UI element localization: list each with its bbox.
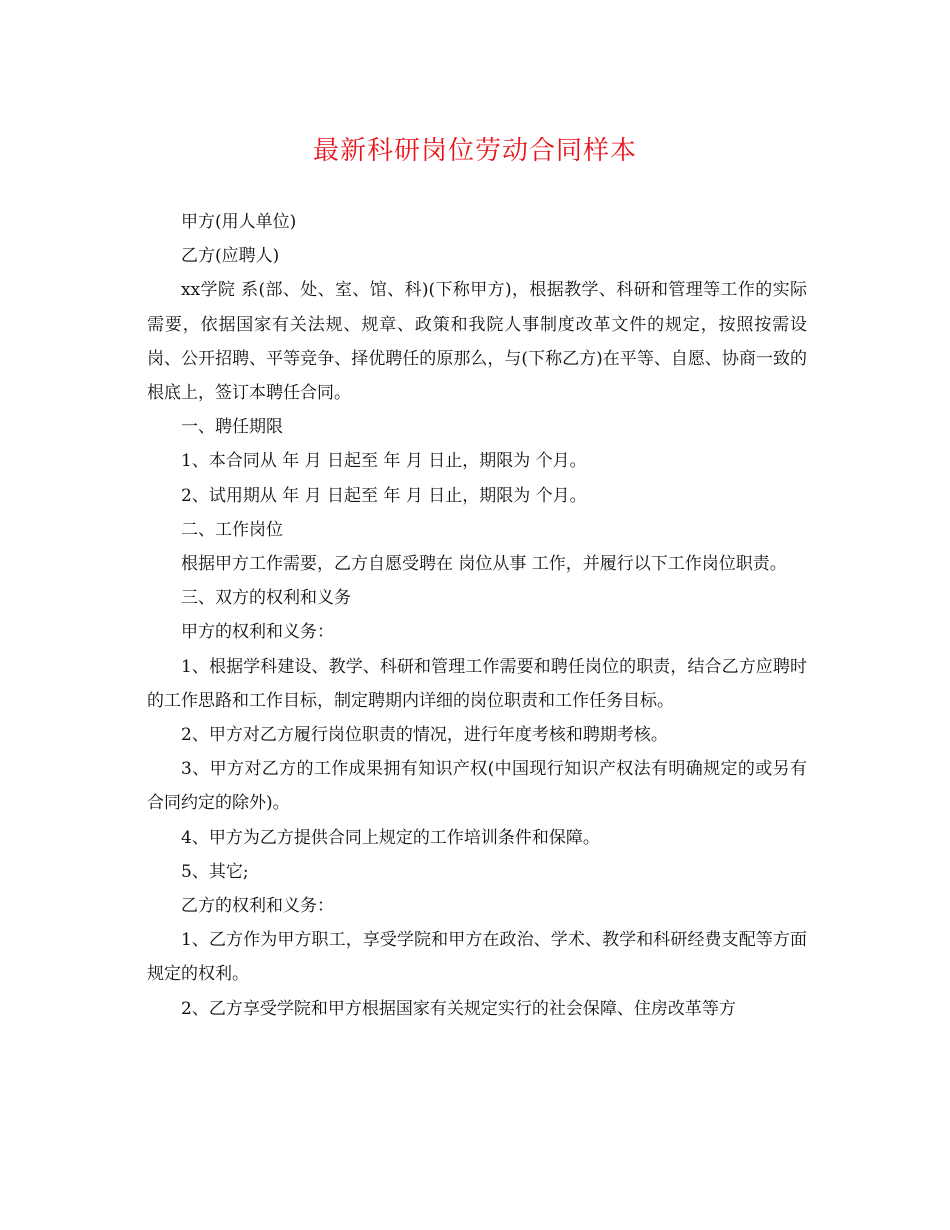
paragraph-term-1: 1、本合同从 年 月 日起至 年 月 日止，期限为 个月。 bbox=[181, 451, 587, 472]
paragraph-position: 根据甲方工作需要，乙方自愿受聘在 岗位从事 工作，并履行以下工作岗位职责。 bbox=[181, 554, 787, 575]
paragraph-a-rights-5: 5、其它; bbox=[181, 861, 249, 882]
paragraph-b-rights-1: 1、乙方作为甲方职工，享受学院和甲方在政治、学术、教学和科研经费支配等方面规定的权利。 bbox=[147, 930, 807, 985]
paragraph-preamble: xx学院 系(部、处、室、馆、科)(下称甲方)，根据教学、科研和管理等工作的实际需要，依据国家有关法规、规章、政策和我院人事制度改革文件的规定，按照按需设岗、公开招聘、平等竞争、择优聘任的原那么，与(下称乙方)在平等、自愿、协商一致的根底上，签订本聘任合同。 bbox=[147, 280, 807, 404]
subheading-party-a-rights: 甲方的权利和义务： bbox=[181, 622, 334, 643]
paragraph-a-rights-4: 4、甲方为乙方提供合同上规定的工作培训条件和保障。 bbox=[181, 827, 600, 848]
paragraph-term-2: 2、试用期从 年 月 日起至 年 月 日止，期限为 个月。 bbox=[181, 485, 587, 506]
document-body bbox=[147, 205, 807, 1026]
section-heading-term: 一、聘任期限 bbox=[181, 417, 283, 438]
section-heading-position: 二、工作岗位 bbox=[181, 519, 283, 540]
paragraph-b-rights-2: 2、乙方享受学院和甲方根据国家有关规定实行的社会保障、住房改革等方 bbox=[181, 998, 736, 1019]
paragraph-a-rights-2: 2、甲方对乙方履行岗位职责的情况，进行年度考核和聘期考核。 bbox=[181, 725, 668, 746]
paragraph-a-rights-3: 3、甲方对乙方的工作成果拥有知识产权(中国现行知识产权法有明确规定的或另有合同约定的除外)。 bbox=[147, 759, 807, 814]
document-title: 最新科研岗位劳动合同样本 bbox=[312, 136, 637, 166]
paragraph-party-a: 甲方(用人单位) bbox=[181, 212, 297, 232]
paragraph-party-b: 乙方(应聘人) bbox=[181, 246, 280, 267]
subheading-party-b-rights: 乙方的权利和义务： bbox=[181, 896, 334, 917]
paragraph-a-rights-1: 1、根据学科建设、教学、科研和管理工作需要和聘任岗位的职责，结合乙方应聘时的工作思路和工作目标，制定聘期内详细的岗位职责和工作任务目标。 bbox=[147, 656, 807, 711]
section-heading-rights: 三、双方的权利和义务 bbox=[181, 588, 351, 609]
